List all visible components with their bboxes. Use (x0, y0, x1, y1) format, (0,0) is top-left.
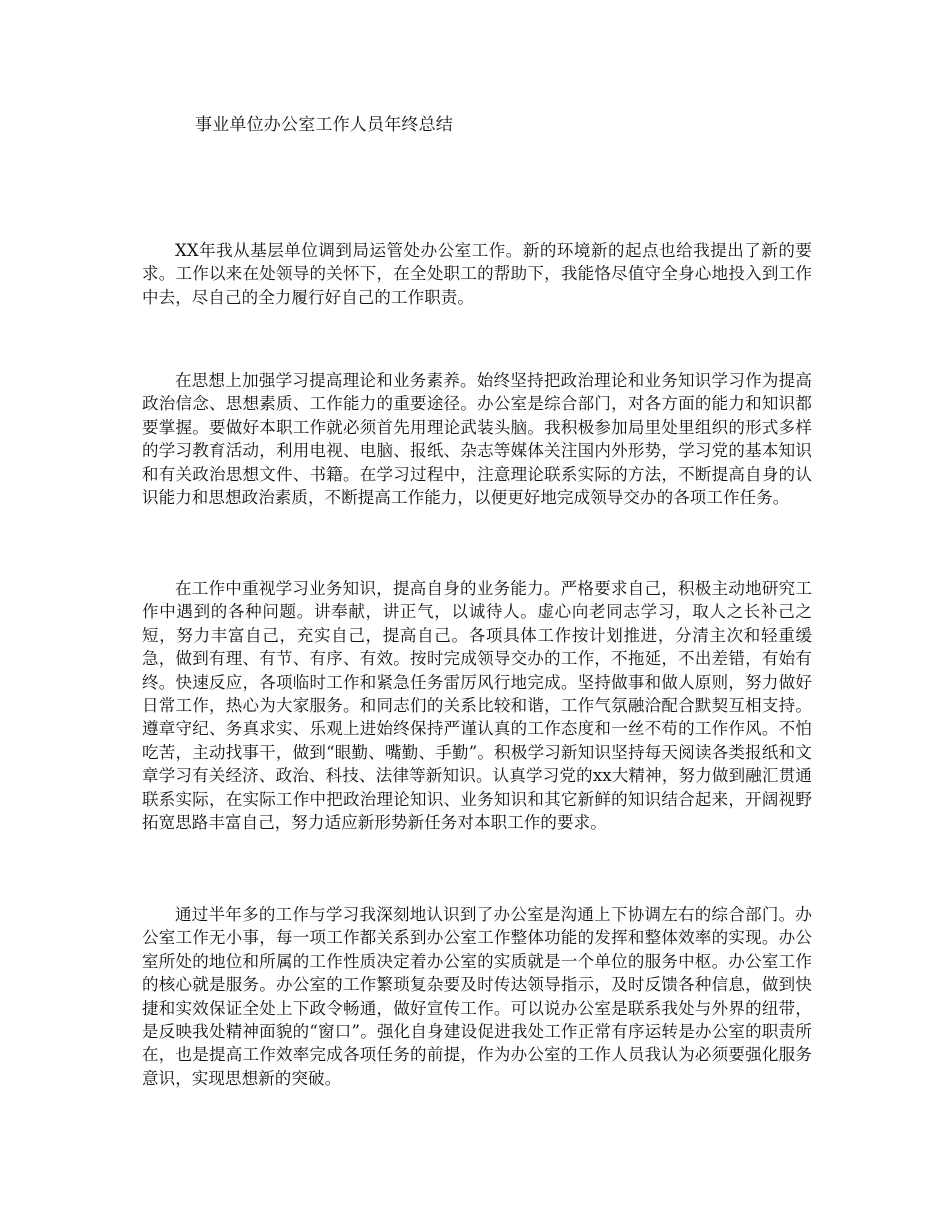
document-title: 事业单位办公室工作人员年终总结 (195, 115, 453, 135)
paragraph-3: 在工作中重视学习业务知识，提高自身的业务能力。严格要求自己，积极主动地研究工作中遇到的各种问题。讲奉献，讲正气，以诚待人。虚心向老同志学习，取人之长补己之短，努力丰富自己，充实自己，提高自己。各项具体工作按计划推进，分清主次和轻重缓急，做到有理、有节、有序、有效。按时完成领导交办的工作，不拖延，不出差错，有始有终。快速反应，各项临时工作和紧急任务雷厉风行地完成。坚持做事和做人原则，努力做好日常工作，热心为大家服务。和同志们的关系比较和谐，工作气氛融洽配合默契互相支持。遵章守纪、务真求实、乐观上进始终保持严谨认真的工作态度和一丝不苟的工作作风。不怕吃苦，主动找事干，做到“眼勤、嘴勤、手勤”。积极学习新知识坚持每天阅读各类报纸和文章学习有关经济、政治、科技、法律等新知识。认真学习党的xx大精神，努力做到融汇贯通联系实际，在实际工作中把政治理论知识、业务知识和其它新鲜的知识结合起来，开阔视野拓宽思路丰富自己，努力适应新形势新任务对本职工作的要求。 (142, 579, 812, 833)
paragraph-1: XX年我从基层单位调到局运管处办公室工作。新的环境新的起点也给我提出了新的要求。工作以来在处领导的关怀下，在全处职工的帮助下，我能恪尽值守全身心地投入到工作中去，尽自己的全力履行好自己的工作职责。 (142, 241, 812, 307)
paragraph-2: 在思想上加强学习提高理论和业务素养。始终坚持把政治理论和业务知识学习作为提高政治信念、思想素质、工作能力的重要途径。办公室是综合部门，对各方面的能力和知识都要掌握。要做好本职工作就必须首先用理论武装头脑。我积极参加局里处里组织的形式多样的学习教育活动，利用电视、电脑、报纸、杂志等媒体关注国内外形势，学习党的基本知识和有关政治思想文件、书籍。在学习过程中，注意理论联系实际的方法，不断提高自身的认识能力和思想政治素质，不断提高工作能力，以便更好地完成领导交办的各项工作任务。 (142, 371, 812, 508)
paragraph-4: 通过半年多的工作与学习我深刻地认识到了办公室是沟通上下协调左右的综合部门。办公室工作无小事，每一项工作都关系到办公室工作整体功能的发挥和整体效率的实现。办公室所处的地位和所属的工作性质决定着办公室的实质就是一个单位的服务中枢。办公室工作的核心就是服务。办公室的工作繁琐复杂要及时传达领导指示，及时反馈各种信息，做到快捷和实效保证全处上下政令畅通，做好宣传工作。可以说办公室是联系我处与外界的纽带，是反映我处精神面貌的“窗口”。强化自身建设促进我处工作正常有序运转是办公室的职责所在，也是提高工作效率完成各项任务的前提，作为办公室的工作人员我认为必须要强化服务意识，实现思想新的突破。 (142, 905, 812, 1088)
